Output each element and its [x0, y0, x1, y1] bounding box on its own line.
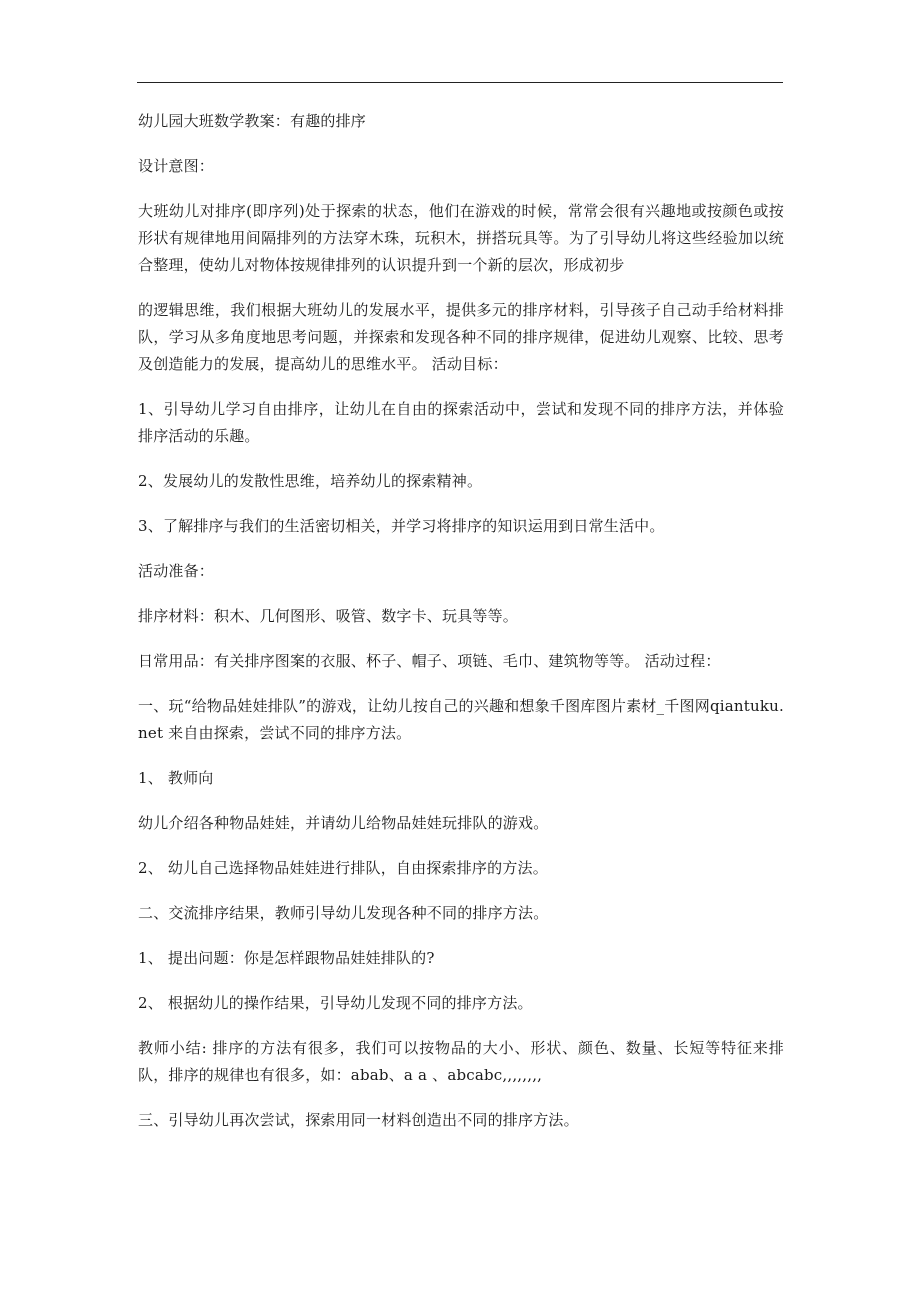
paragraph-step-1-1b: 幼儿介绍各种物品娃娃，并请幼儿给物品娃娃玩排队的游戏。 [138, 814, 549, 832]
paragraph-step-2: 二、交流排序结果，教师引导幼儿发现各种不同的排序方法。 [138, 904, 549, 922]
paragraph-daily-items: 日常用品：有关排序图案的衣服、杯子、帽子、项链、毛巾、建筑物等等。 活动过程： [138, 652, 721, 670]
paragraph-step-1-1a: 1、 教师向 [138, 769, 214, 787]
paragraph-design-intent-2: 的逻辑思维，我们根据大班幼儿的发展水平，提供多元的排序材料，引导孩子自己动手给材料排队，学习从多角度地思考问题，并探索和发现各种不同的排序规律，促进幼儿观察、比较、思考及创造能力的发展，提高幼儿的思维水平。 活动目标： [138, 301, 784, 373]
paragraph-step-1-2: 2、 幼儿自己选择物品娃娃进行排队，自由探索排序的方法。 [138, 859, 548, 877]
paragraph-teacher-summary: 教师小结: 排序的方法有很多，我们可以按物品的大小、形状、颜色、数量、长短等特征来排队，排序的规律也有很多，如：abab、a a 、abcabc,,,,,,,, [138, 1039, 784, 1084]
paragraph-goal-1: 1、引导幼儿学习自由排序，让幼儿在自由的探索活动中，尝试和发现不同的排序方法，并体验排序活动的乐趣。 [138, 400, 784, 445]
paragraph-design-intent-heading: 设计意图： [138, 157, 215, 175]
paragraph-step-1: 一、玩“给物品娃娃排队”的游戏，让幼儿按自己的兴趣和想象千图库图片素材_千图网qiantuku.net 来自由探索，尝试不同的排序方法。 [138, 697, 784, 742]
paragraph-step-2-2: 2、 根据幼儿的操作结果，引导幼儿发现不同的排序方法。 [138, 994, 533, 1012]
paragraph-step-3: 三、引导幼儿再次尝试，探索用同一材料创造出不同的排序方法。 [138, 1111, 579, 1129]
paragraph-preparation-heading: 活动准备： [138, 562, 215, 580]
paragraph-goal-2: 2、发展幼儿的发散性思维，培养幼儿的探索精神。 [138, 472, 483, 490]
paragraph-materials: 排序材料：积木、几何图形、吸管、数字卡、玩具等等。 [138, 607, 519, 625]
document-body [138, 108, 784, 1152]
paragraph-step-2-1: 1、 提出问题：你是怎样跟物品娃娃排队的? [138, 949, 435, 967]
document-title: 幼儿园大班数学教案：有趣的排序 [138, 112, 367, 130]
paragraph-design-intent-1: 大班幼儿对排序(即序列)处于探索的状态，他们在游戏的时候，常常会很有兴趣地或按颜色或按形状有规律地用间隔排列的方法穿木珠，玩积木，拼搭玩具等。为了引导幼儿将这些经验加以统合整理，使幼儿对物体按规律排列的认识提升到一个新的层次，形成初步 [138, 202, 784, 274]
paragraph-goal-3: 3、了解排序与我们的生活密切相关，并学习将排序的知识运用到日常生活中。 [138, 517, 665, 535]
header-rule [137, 82, 783, 83]
